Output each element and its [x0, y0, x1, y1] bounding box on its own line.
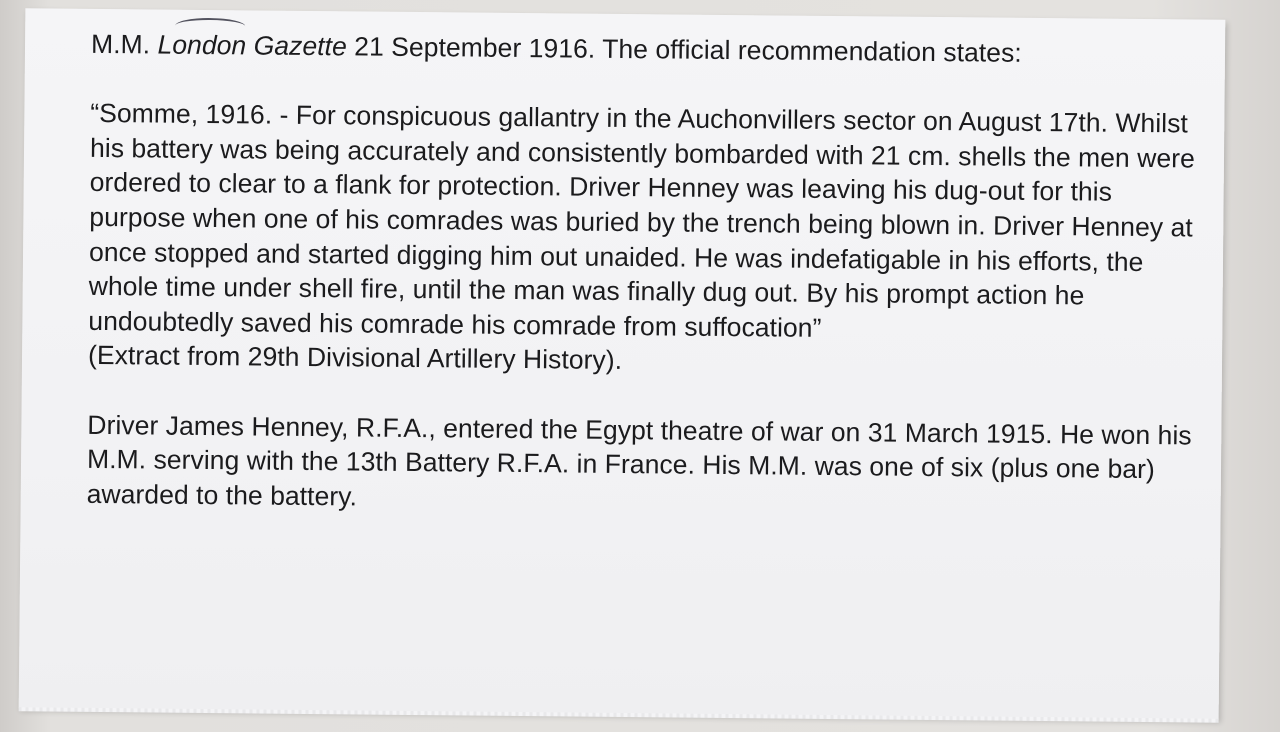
paper-sheet: [19, 8, 1226, 719]
quote-source: (Extract from 29th Divisional Artillery History).: [87, 340, 623, 376]
quote-paragraph: “Somme, 1916. - For conspicuous gallantry in the Auchonvillers sector on August 17th. Whilst his battery was being accurately and consistently bombarded with 21 cm. shells the men were ordered to clear to a flank for protection. Driver Henney was leaving his dug-out for this purpose when one of his comrades was buried by the trench being blown in. Driver Henney at once stopped and started digging him out unaided. He was indefatigable in his efforts, the whole time under shell fire, until the man was finally dug out. By his prompt action he undoubtedly saved his comrade his comrade from suffocation”: [88, 98, 1196, 343]
gazette-title: London Gazette: [157, 29, 347, 62]
header-suffix: 21 September 1916. The official recommendation states:: [346, 31, 1022, 68]
document-text: [87, 27, 1212, 522]
header-prefix: M.M.: [90, 28, 158, 60]
bio-paragraph: Driver James Henney, R.F.A., entered the Egypt theatre of war on 31 March 1915. He won his M.M. serving with the 13th Battery R.F.A. in France. His M.M. was one of six (plus one bar) awarded to the battery.: [86, 409, 1192, 512]
